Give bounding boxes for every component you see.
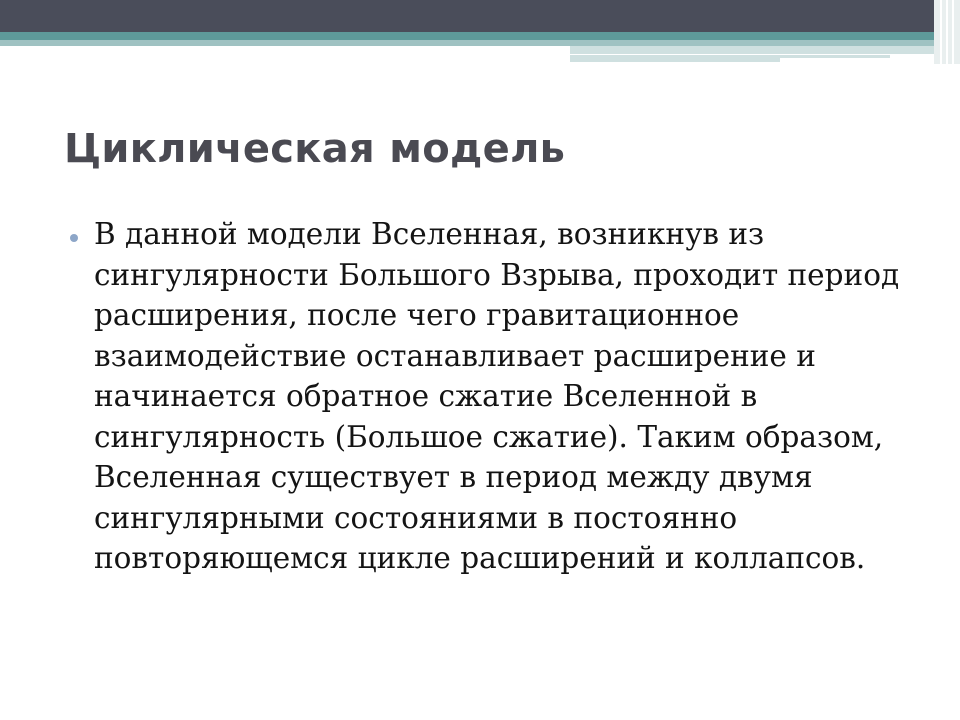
bullet-item <box>66 214 912 579</box>
bullet-text: В данной модели Вселенная, возникнув из сингулярности Большого Взрыва, проходит период расширения, после чего гравитационное взаимодействие останавливает расширение и начинается обратное сжатие Вселенной в сингулярность (Большое сжатие). Таким образом, Вселенная существует в период между двумя сингулярными состояниями в постоянно повторяющемся цикле расширений и коллапсов. <box>94 217 900 575</box>
slide-body <box>66 214 912 579</box>
header-accent-line <box>780 55 890 58</box>
header-teal-stripe <box>0 32 960 40</box>
header-accent-stripe <box>570 46 960 54</box>
bullet-icon <box>70 234 78 242</box>
header-accent-stripe-short <box>570 55 780 62</box>
header-dark-band <box>0 0 960 32</box>
slide-title: Циклическая модель <box>64 126 566 172</box>
header-corner-ornament <box>934 0 960 64</box>
